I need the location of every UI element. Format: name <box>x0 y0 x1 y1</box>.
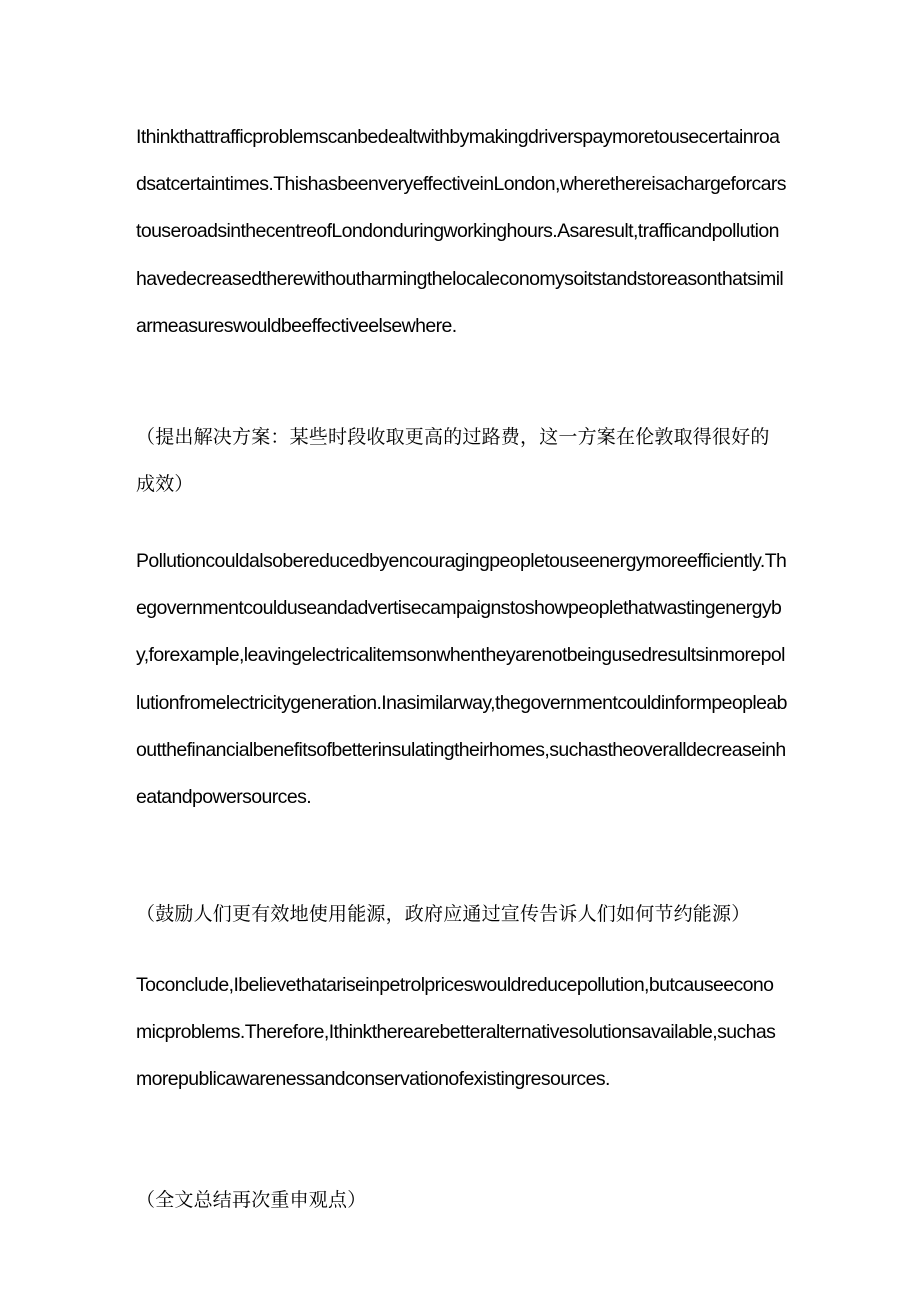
comment-traffic-charge: （提出解决方案：某些时段收取更高的过路费，这一方案在伦敦取得很好的成效） <box>136 426 770 495</box>
paragraph-conclusion: Toconclude,Ibelievethatariseinpetrolpriceswouldreducepollution,butcauseeconomicproblems.Therefore,Ithinktherearebetteralternativesolutionsavailable,suchasmorepublicawarenessandconservationofexistingresources. <box>136 974 776 1091</box>
comment-energy-efficiency: （鼓励人们更有效地使用能源，政府应通过宣传告诉人们如何节约能源） <box>136 903 751 925</box>
paragraph-energy-efficiency: Pollutioncouldalsobereducedbyencouragingpeopletouseenergymoreefficiently.Thegovernmentcoulduseandadvertisecampaignstoshowpeoplethatwastingenergyby,forexample,leavingelectricalitemsonwhentheyarenotbeingusedresultsinmorepollutionfromelectricitygeneration.Inasimilarway,thegovernmentcouldinformpeopleaboutthefinancialbenefitsofbetterinsulatingtheirhomes,suchastheoveralldecreaseinheatandpowersources. <box>136 550 787 809</box>
comment-conclusion: （全文总结再次重申观点） <box>136 1189 367 1211</box>
paragraph-traffic-charge: Ithinkthattrafficproblemscanbedealtwithbymakingdriverspaymoretousecertainroadsatcertaintimes.ThishasbeenveryeffectiveinLondon,wherethereisachargeforcarstouseroadsinthecentreofLondonduringworkinghours.Asaresult,trafficandpollutionhavedecreasedtherewithoutharmingthelocaleconomysoitstandstoreasonthatsimilarmeasureswouldbeeffectiveelsewhere. <box>136 126 786 337</box>
